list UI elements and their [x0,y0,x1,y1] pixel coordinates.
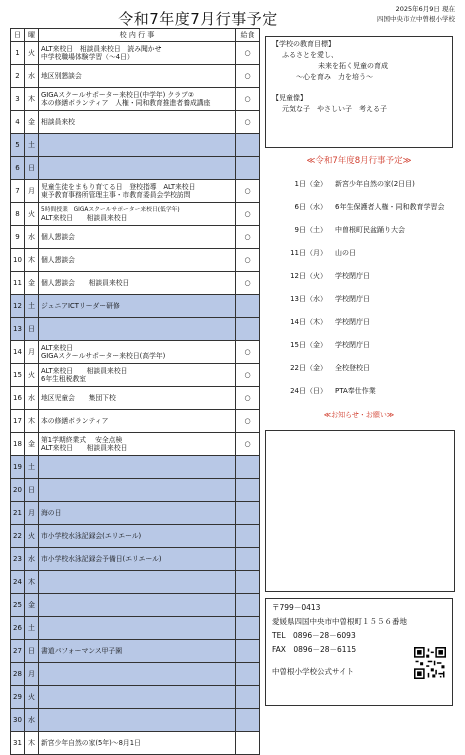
day-cell: 19 [11,456,25,479]
table-row [11,456,260,479]
events-cell [39,571,236,594]
day-cell: 15 [11,364,25,387]
lunch-cell: ○ [236,272,260,295]
table-row [11,617,260,640]
table-row [11,594,260,617]
event-text: 中曽根町民盆踊り大会 [335,225,405,234]
weekday-cell: 金 [25,272,39,295]
event-line: ALT来校日 相談員来校日 [41,444,128,452]
weekday-cell: 日 [25,318,39,341]
event-date: 1日（金） [294,179,327,188]
events-cell [39,410,236,433]
list-item [265,356,453,379]
lunch-cell: ○ [236,410,260,433]
table-row [11,295,260,318]
events-cell [39,318,236,341]
list-item [265,287,453,310]
events-cell [39,364,236,387]
weekday-cell: 火 [25,525,39,548]
event-line: 地区児童会 集団下校 [41,394,116,402]
lunch-cell [236,157,260,180]
table-row [11,249,260,272]
col-day: 日 [11,29,25,42]
table-row [11,571,260,594]
weekday-cell: 木 [25,732,39,755]
goal-line: 未来を拓く児童の育成 [318,62,388,70]
event-line: 個人懇談会 [41,256,75,264]
day-cell: 13 [11,318,25,341]
table-row [11,732,260,755]
table-row [11,502,260,525]
day-cell: 16 [11,387,25,410]
day-cell: 14 [11,341,25,364]
event-date: 12日（火） [290,271,327,280]
day-cell: 24 [11,571,25,594]
lunch-cell: ○ [236,341,260,364]
lunch-cell: ○ [236,111,260,134]
weekday-cell: 水 [25,709,39,732]
day-cell: 1 [11,42,25,65]
event-line: 新宮少年自然の家(5年)～8月1日 [41,739,141,747]
day-cell: 26 [11,617,25,640]
event-line: ALT来校日 [41,344,74,352]
lunch-cell [236,571,260,594]
table-row [11,640,260,663]
page-title: 令和7年度7月行事予定 [118,10,278,28]
day-cell: 10 [11,249,25,272]
events-cell [39,479,236,502]
table-row [11,318,260,341]
events-cell [39,111,236,134]
weekday-cell: 水 [25,226,39,249]
table-row [11,341,260,364]
events-cell [39,295,236,318]
school-name: 四国中央市立中曽根小学校 [377,15,455,23]
day-cell: 20 [11,479,25,502]
lunch-cell [236,732,260,755]
event-line: 児童生徒をまもり育てる日 登校指導 ALT来校日 [41,183,196,191]
event-text: 全校登校日 [335,363,370,372]
list-item [265,241,453,264]
weekday-cell: 金 [25,111,39,134]
list-item [265,310,453,333]
table-row [11,42,260,65]
event-line: ALT来校日 相談員来校日 [41,214,128,222]
table-row [11,157,260,180]
event-text: 学校閉庁日 [335,271,370,280]
events-cell [39,456,236,479]
qr-code-icon[interactable] [414,647,446,679]
event-line: 第1学期終業式 安全点検 [41,436,123,444]
list-item [265,195,453,218]
list-item [265,333,453,356]
day-cell: 30 [11,709,25,732]
table-row [11,709,260,732]
events-cell [39,134,236,157]
events-cell [39,88,236,111]
lunch-cell [236,617,260,640]
lunch-cell: ○ [236,65,260,88]
events-cell [39,272,236,295]
list-item [265,172,453,195]
event-line: 個人懇談会 相談員来校日 [41,279,130,287]
events-cell [39,180,236,203]
table-row [11,364,260,387]
event-date: 6日（水） [294,202,327,211]
events-cell [39,226,236,249]
event-date: 22日（金） [290,363,327,372]
events-cell [39,502,236,525]
weekday-cell: 木 [25,88,39,111]
table-row [11,88,260,111]
event-line: 個人懇談会 [41,233,75,241]
weekday-cell: 水 [25,548,39,571]
weekday-cell: 土 [25,456,39,479]
day-cell: 18 [11,433,25,456]
lunch-cell [236,686,260,709]
table-row [11,387,260,410]
table-row [11,479,260,502]
list-item [265,218,453,241]
lunch-cell: ○ [236,364,260,387]
table-row [11,272,260,295]
event-date: 24日（日） [290,386,327,395]
table-row [11,663,260,686]
event-date: 15日（金） [290,340,327,349]
lunch-cell: ○ [236,249,260,272]
events-cell [39,387,236,410]
event-text: 新宮少年自然の家(2日目) [335,179,415,188]
event-line: 5時間授業 GIGAスクールサポーター来校日(低学年) [41,207,180,213]
event-line: 東予教育事務所管理主事・市教育委員会学校訪問 [41,191,191,199]
day-cell: 8 [11,203,25,226]
fax: FAX 0896－28－6115 [272,645,357,654]
weekday-cell: 金 [25,433,39,456]
event-line: 書道パフォーマンス甲子園 [41,647,123,655]
weekday-cell: 水 [25,387,39,410]
col-events: 校 内 行 事 [39,29,236,42]
august-event-list [265,172,453,402]
day-cell: 29 [11,686,25,709]
lunch-cell [236,548,260,571]
event-line: 中学校職場体験学習（～4日） [41,53,134,61]
event-text: 学校閉庁日 [335,340,370,349]
col-lunch: 給食 [236,29,260,42]
july-schedule-table [10,28,260,755]
events-cell [39,341,236,364]
august-heading: ≪令和7年度8月行事予定≫ [306,156,412,166]
lunch-cell: ○ [236,42,260,65]
table-row [11,410,260,433]
news-heading: ≪お知らせ・お願い≫ [323,411,395,419]
notices-box [265,430,455,592]
weekday-cell: 月 [25,663,39,686]
lunch-cell [236,640,260,663]
event-date: 11日（月） [290,248,327,257]
day-cell: 6 [11,157,25,180]
event-line: ジュニアICTリーダー研修 [41,302,120,310]
event-line: 地区別懇談会 [41,72,82,80]
address-box [265,598,453,706]
event-line: 6年生租税教室 [41,375,87,383]
list-item [265,379,453,402]
day-cell: 27 [11,640,25,663]
website-label: 中曽根小学校公式サイト [272,667,354,676]
telephone: TEL 0896－28－6093 [272,631,356,640]
weekday-cell: 土 [25,617,39,640]
day-cell: 17 [11,410,25,433]
event-line: 相談員来校 [41,118,75,126]
child-image-text: 元気な子 やさしい子 考える子 [282,105,387,113]
lunch-cell [236,479,260,502]
table-row [11,111,260,134]
table-row [11,686,260,709]
lunch-cell [236,525,260,548]
table-row [11,433,260,456]
goals-heading: 【学校の教育目標】 [272,40,335,48]
date-line: 2025年6月9日 現在 [395,5,455,13]
lunch-cell [236,134,260,157]
lunch-cell: ○ [236,387,260,410]
event-line: GIGAスクールサポーター来校日(高学年) [41,352,166,360]
table-row [11,548,260,571]
events-cell [39,640,236,663]
child-image-heading: 【児童像】 [272,94,307,102]
events-cell [39,663,236,686]
event-text: 学校閉庁日 [335,294,370,303]
weekday-cell: 日 [25,157,39,180]
event-line: GIGAスクールサポーター来校日(中学年) クラブ② [41,91,194,99]
events-cell [39,65,236,88]
weekday-cell: 金 [25,594,39,617]
weekday-cell: 火 [25,203,39,226]
event-text: 学校閉庁日 [335,317,370,326]
table-row [11,525,260,548]
weekday-cell: 火 [25,686,39,709]
day-cell: 11 [11,272,25,295]
list-item [265,264,453,287]
event-date: 14日（木） [290,317,327,326]
day-cell: 25 [11,594,25,617]
weekday-cell: 土 [25,134,39,157]
col-weekday: 曜 [25,29,39,42]
lunch-cell [236,456,260,479]
day-cell: 28 [11,663,25,686]
lunch-cell [236,594,260,617]
lunch-cell [236,502,260,525]
postal-code: 〒799－0413 [272,603,321,612]
table-row [11,203,260,226]
day-cell: 2 [11,65,25,88]
weekday-cell: 火 [25,364,39,387]
lunch-cell [236,709,260,732]
street-address: 愛媛県四国中央市中曽根町１５５６番地 [272,617,407,626]
day-cell: 12 [11,295,25,318]
day-cell: 23 [11,548,25,571]
lunch-cell [236,318,260,341]
day-cell: 9 [11,226,25,249]
event-line: 市小学校水泳記録会(エリエール) [41,532,142,540]
event-text: 山の日 [335,248,356,257]
table-row [11,134,260,157]
event-line: 海の日 [41,509,62,517]
events-cell [39,525,236,548]
table-row [11,65,260,88]
event-text: 6年生保護者人権・同和教育学習会 [335,202,445,211]
day-cell: 21 [11,502,25,525]
lunch-cell [236,663,260,686]
weekday-cell: 火 [25,42,39,65]
event-line: 本の修繕ボランティア [41,417,109,425]
events-cell [39,548,236,571]
events-cell [39,433,236,456]
events-cell [39,709,236,732]
weekday-cell: 水 [25,65,39,88]
events-cell [39,686,236,709]
lunch-cell: ○ [236,203,260,226]
education-goals-box [265,36,453,148]
events-cell [39,249,236,272]
day-cell: 31 [11,732,25,755]
weekday-cell: 月 [25,502,39,525]
events-cell [39,157,236,180]
issue-date [377,4,455,24]
event-date: 9日（土） [294,225,327,234]
weekday-cell: 木 [25,571,39,594]
event-date: 13日（水） [290,294,327,303]
events-cell [39,42,236,65]
event-line: ALT来校日 相談員来校日 [41,367,128,375]
lunch-cell: ○ [236,180,260,203]
event-text: PTA奉仕作業 [335,386,376,395]
goal-line: ふるさとを愛し、 [282,51,338,59]
weekday-cell: 木 [25,249,39,272]
lunch-cell [236,295,260,318]
day-cell: 22 [11,525,25,548]
weekday-cell: 日 [25,479,39,502]
event-line: 市小学校水泳記録会予備日(エリエール) [41,555,162,563]
day-cell: 4 [11,111,25,134]
weekday-cell: 月 [25,180,39,203]
day-cell: 5 [11,134,25,157]
day-cell: 7 [11,180,25,203]
events-cell [39,594,236,617]
lunch-cell: ○ [236,433,260,456]
table-row [11,180,260,203]
weekday-cell: 木 [25,410,39,433]
events-cell [39,732,236,755]
weekday-cell: 日 [25,640,39,663]
table-row [11,226,260,249]
weekday-cell: 土 [25,295,39,318]
event-line: 本の修繕ボランティア 人権・同和教育推進者養成講座 [41,99,211,107]
weekday-cell: 月 [25,341,39,364]
lunch-cell: ○ [236,226,260,249]
events-cell [39,203,236,226]
goal-line: ～心を育み 力を培う～ [296,73,373,81]
event-line: ALT来校日 相談員来校日 読み聞かせ [41,45,162,53]
lunch-cell: ○ [236,88,260,111]
day-cell: 3 [11,88,25,111]
events-cell [39,617,236,640]
